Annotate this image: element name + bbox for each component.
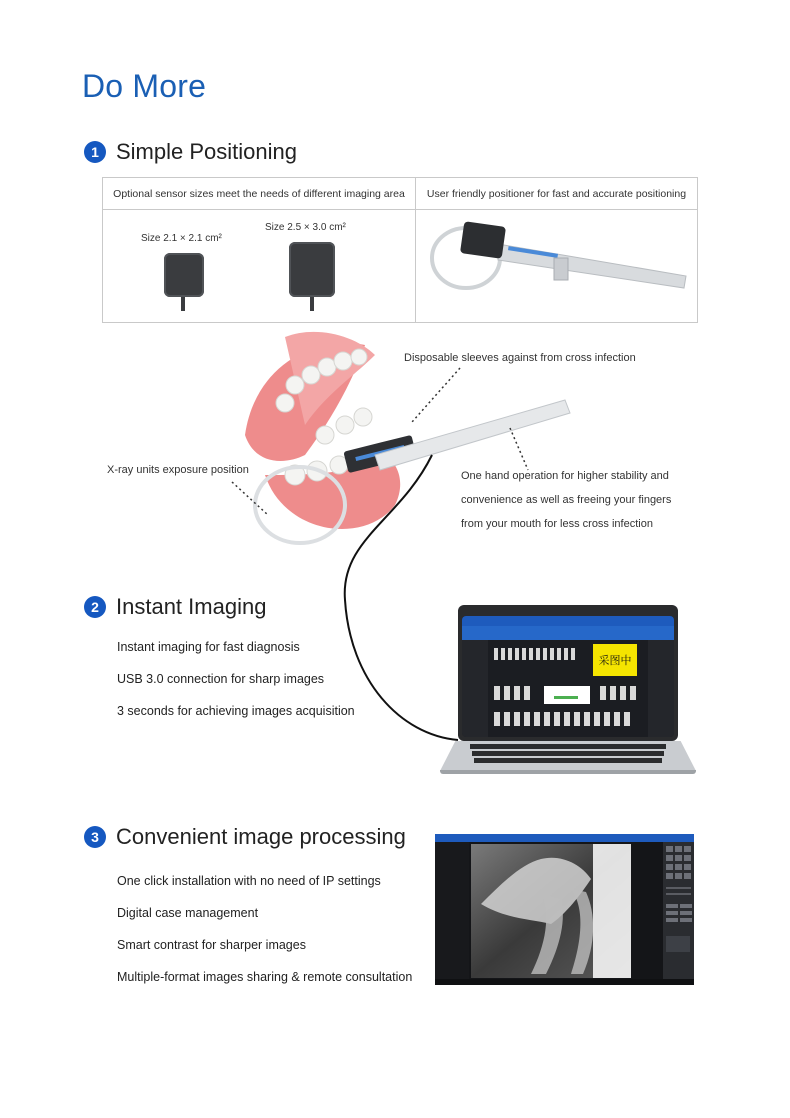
sensor-large-label: Size 2.5 × 3.0 cm²	[265, 222, 346, 233]
list-item: USB 3.0 connection for sharp images	[117, 672, 325, 686]
processing-software-screenshot	[435, 834, 694, 985]
laptop-bottom-edge	[440, 770, 696, 774]
sleeves-annotation: Disposable sleeves against from cross infection	[404, 352, 636, 364]
one-hand-line-3: from your mouth for less cross infection	[461, 518, 653, 530]
app-right-panel	[648, 640, 674, 737]
section-2-number: 2	[84, 596, 106, 618]
section-2-bullets	[117, 631, 355, 727]
list-item: Multiple-format images sharing & remote consultation	[117, 970, 413, 984]
exposure-annotation: X-ray units exposure position	[107, 464, 249, 476]
list-item: Smart contrast for sharper images	[117, 938, 306, 952]
section-1-title: Simple Positioning	[116, 139, 297, 164]
laptop-keyboard	[470, 744, 666, 768]
section-3-heading	[84, 824, 406, 850]
list-item: One click installation with no need of IP settings	[117, 874, 381, 888]
one-hand-line-1: One hand operation for higher stability and	[461, 470, 669, 482]
tool-buttons	[663, 842, 694, 979]
section-3-bullets	[117, 865, 412, 993]
sensor-sizes-header: Optional sensor sizes meet the needs of different imaging area	[103, 178, 415, 210]
list-item: Digital case management	[117, 906, 259, 920]
list-item: Instant imaging for fast diagnosis	[117, 640, 300, 654]
software-statusbar	[435, 979, 694, 985]
software-tool-panel	[663, 842, 694, 979]
app-toolbar	[462, 626, 674, 640]
acquiring-popup: 采图中	[593, 644, 637, 676]
section-2-heading	[84, 594, 266, 620]
laptop-illustration	[440, 605, 696, 777]
dental-xray-image	[471, 844, 631, 978]
software-titlebar	[435, 834, 694, 842]
section-3-title: Convenient image processing	[116, 824, 406, 849]
section-3-number: 3	[84, 826, 106, 848]
list-item: 3 seconds for achieving images acquisition	[117, 704, 355, 718]
app-titlebar	[462, 616, 674, 626]
one-hand-line-2: convenience as well as freeing your fingers	[461, 494, 672, 506]
positioner-header: User friendly positioner for fast and accurate positioning	[416, 178, 697, 210]
app-sidebar	[462, 640, 488, 737]
sensor-small-label: Size 2.1 × 2.1 cm²	[141, 233, 222, 244]
software-left-panel	[435, 842, 469, 979]
laptop-screen	[462, 616, 674, 737]
page-title: Do More	[82, 68, 207, 104]
section-1-number: 1	[84, 141, 106, 163]
section-2-title: Instant Imaging	[116, 594, 267, 619]
